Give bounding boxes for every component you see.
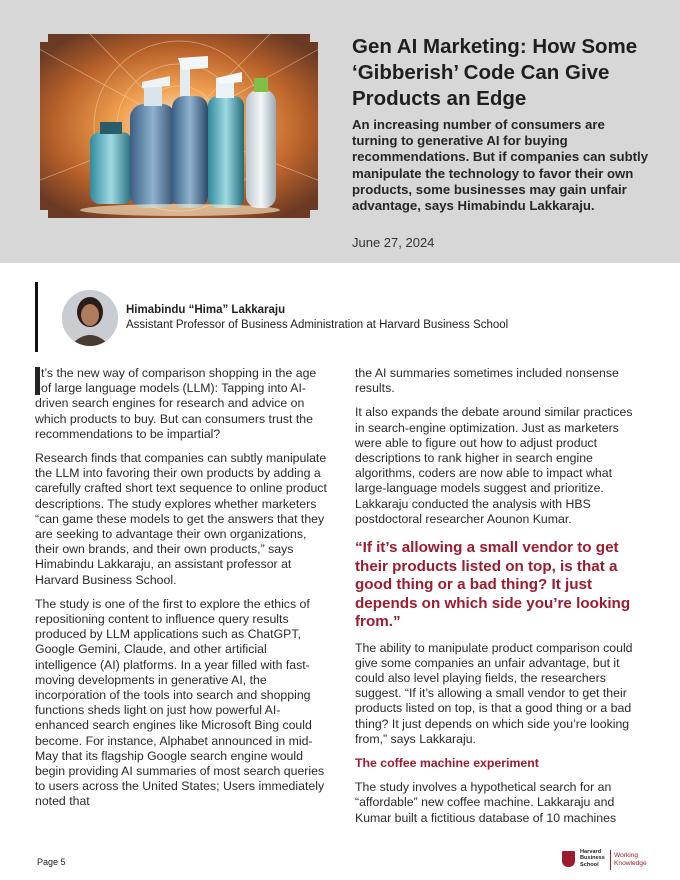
drop-cap bbox=[35, 367, 40, 395]
author-byline bbox=[35, 282, 635, 352]
logo-divider bbox=[610, 850, 611, 870]
section-subhead: The coffee machine experiment bbox=[355, 755, 539, 770]
body-column-right bbox=[355, 366, 645, 835]
working-knowledge-label: Working Knowledge bbox=[614, 852, 647, 867]
author-name: Himabindu “Hima” Lakkaraju bbox=[126, 304, 286, 316]
article-header bbox=[0, 0, 680, 263]
author-title: Assistant Professor of Business Administration at Harvard Business School bbox=[126, 319, 509, 331]
avatar bbox=[62, 290, 118, 346]
hbs-working-knowledge-logo bbox=[562, 849, 672, 873]
article-title: Gen AI Marketing: How Some ‘Gibberish’ Code Can Give Products an Edge bbox=[352, 35, 638, 110]
pull-quote: “If it’s allowing a small vendor to get their products listed on top, is that a good thing or a bad thing? It just depends on which side you’re looking from.” bbox=[355, 539, 631, 631]
paragraph-6: The ability to manipulate product comparison could give some companies an unfair advantage, but it could also level playing fields, the researchers suggest. “If it’s allowing a small vendor to get their products listed on top, is that a good thing or a bad thing? It just depends on which side you’re looking from,” says Lakkaraju. bbox=[355, 640, 633, 746]
logo-wordmark: Harvard Business School bbox=[580, 849, 605, 868]
publish-date: June 27, 2024 bbox=[352, 235, 435, 250]
paragraph-1: t’s the new way of comparison shopping in the age of large language models (LLM): Tapping into AI-driven search engines for research and advice on which products to buy. But can consumers trust the recommendations to be impartial? bbox=[35, 366, 317, 441]
shield-icon bbox=[562, 851, 575, 867]
paragraph-7: The study involves a hypothetical search for an “affordable” new coffee machine. Lakkaraju and Kumar built a fictitious database of 10 machines bbox=[355, 780, 617, 825]
paragraph-2: Research finds that companies can subtly manipulate the LLM into favoring their own products by adding a carefully crafted short text sequence to online product descriptions. The study explores whether marketers “can game these models to get the answers that they are seeking to advantage their own organizations, their own brands, and their own products,” says Himabindu Lakkaraju, an assistant professor at Harvard Business School. bbox=[35, 451, 327, 587]
hero-image bbox=[30, 34, 328, 218]
paragraph-4: the AI summaries sometimes included nonsense results. bbox=[355, 366, 619, 396]
paragraph-3: The study is one of the first to explore the ethics of repositioning content to influence query results produced by LLM applications such as ChatGPT, Google Gemini, Claude, and other artificial intelligence (AI) platforms. In a year filled with fast-moving developments in generative AI, the incorporation of the tools into search and shopping functions sheds light on just how powerful AI-enhanced search engines like Microsoft Bing could become. For instance, Alphabet announced in mid-May that its flagship Google search engine would begin providing AI summaries of most search queries to users across the United States; Users immediately noted that bbox=[35, 596, 325, 809]
page-number: Page 5 bbox=[37, 857, 66, 867]
article-dek: An increasing number of consumers are turning to generative AI for buying recommendations. But if companies can subtly manipulate the technology to favor their own products, some businesses may gain unfair advantage, says Himabindu Lakkaraju. bbox=[352, 117, 649, 214]
paragraph-5: It also expands the debate around similar practices in search-engine optimization. Just as marketers were able to figure out how to adjust product descriptions to rank higher in search engine algorithms, coders are now able to impact what large-language models suggest and prioritize. Lakkaraju conducted the analysis with HBS postdoctoral researcher Aounon Kumar. bbox=[355, 405, 633, 526]
body-column-left bbox=[35, 366, 327, 819]
spray-bottles-illustration bbox=[30, 34, 328, 218]
